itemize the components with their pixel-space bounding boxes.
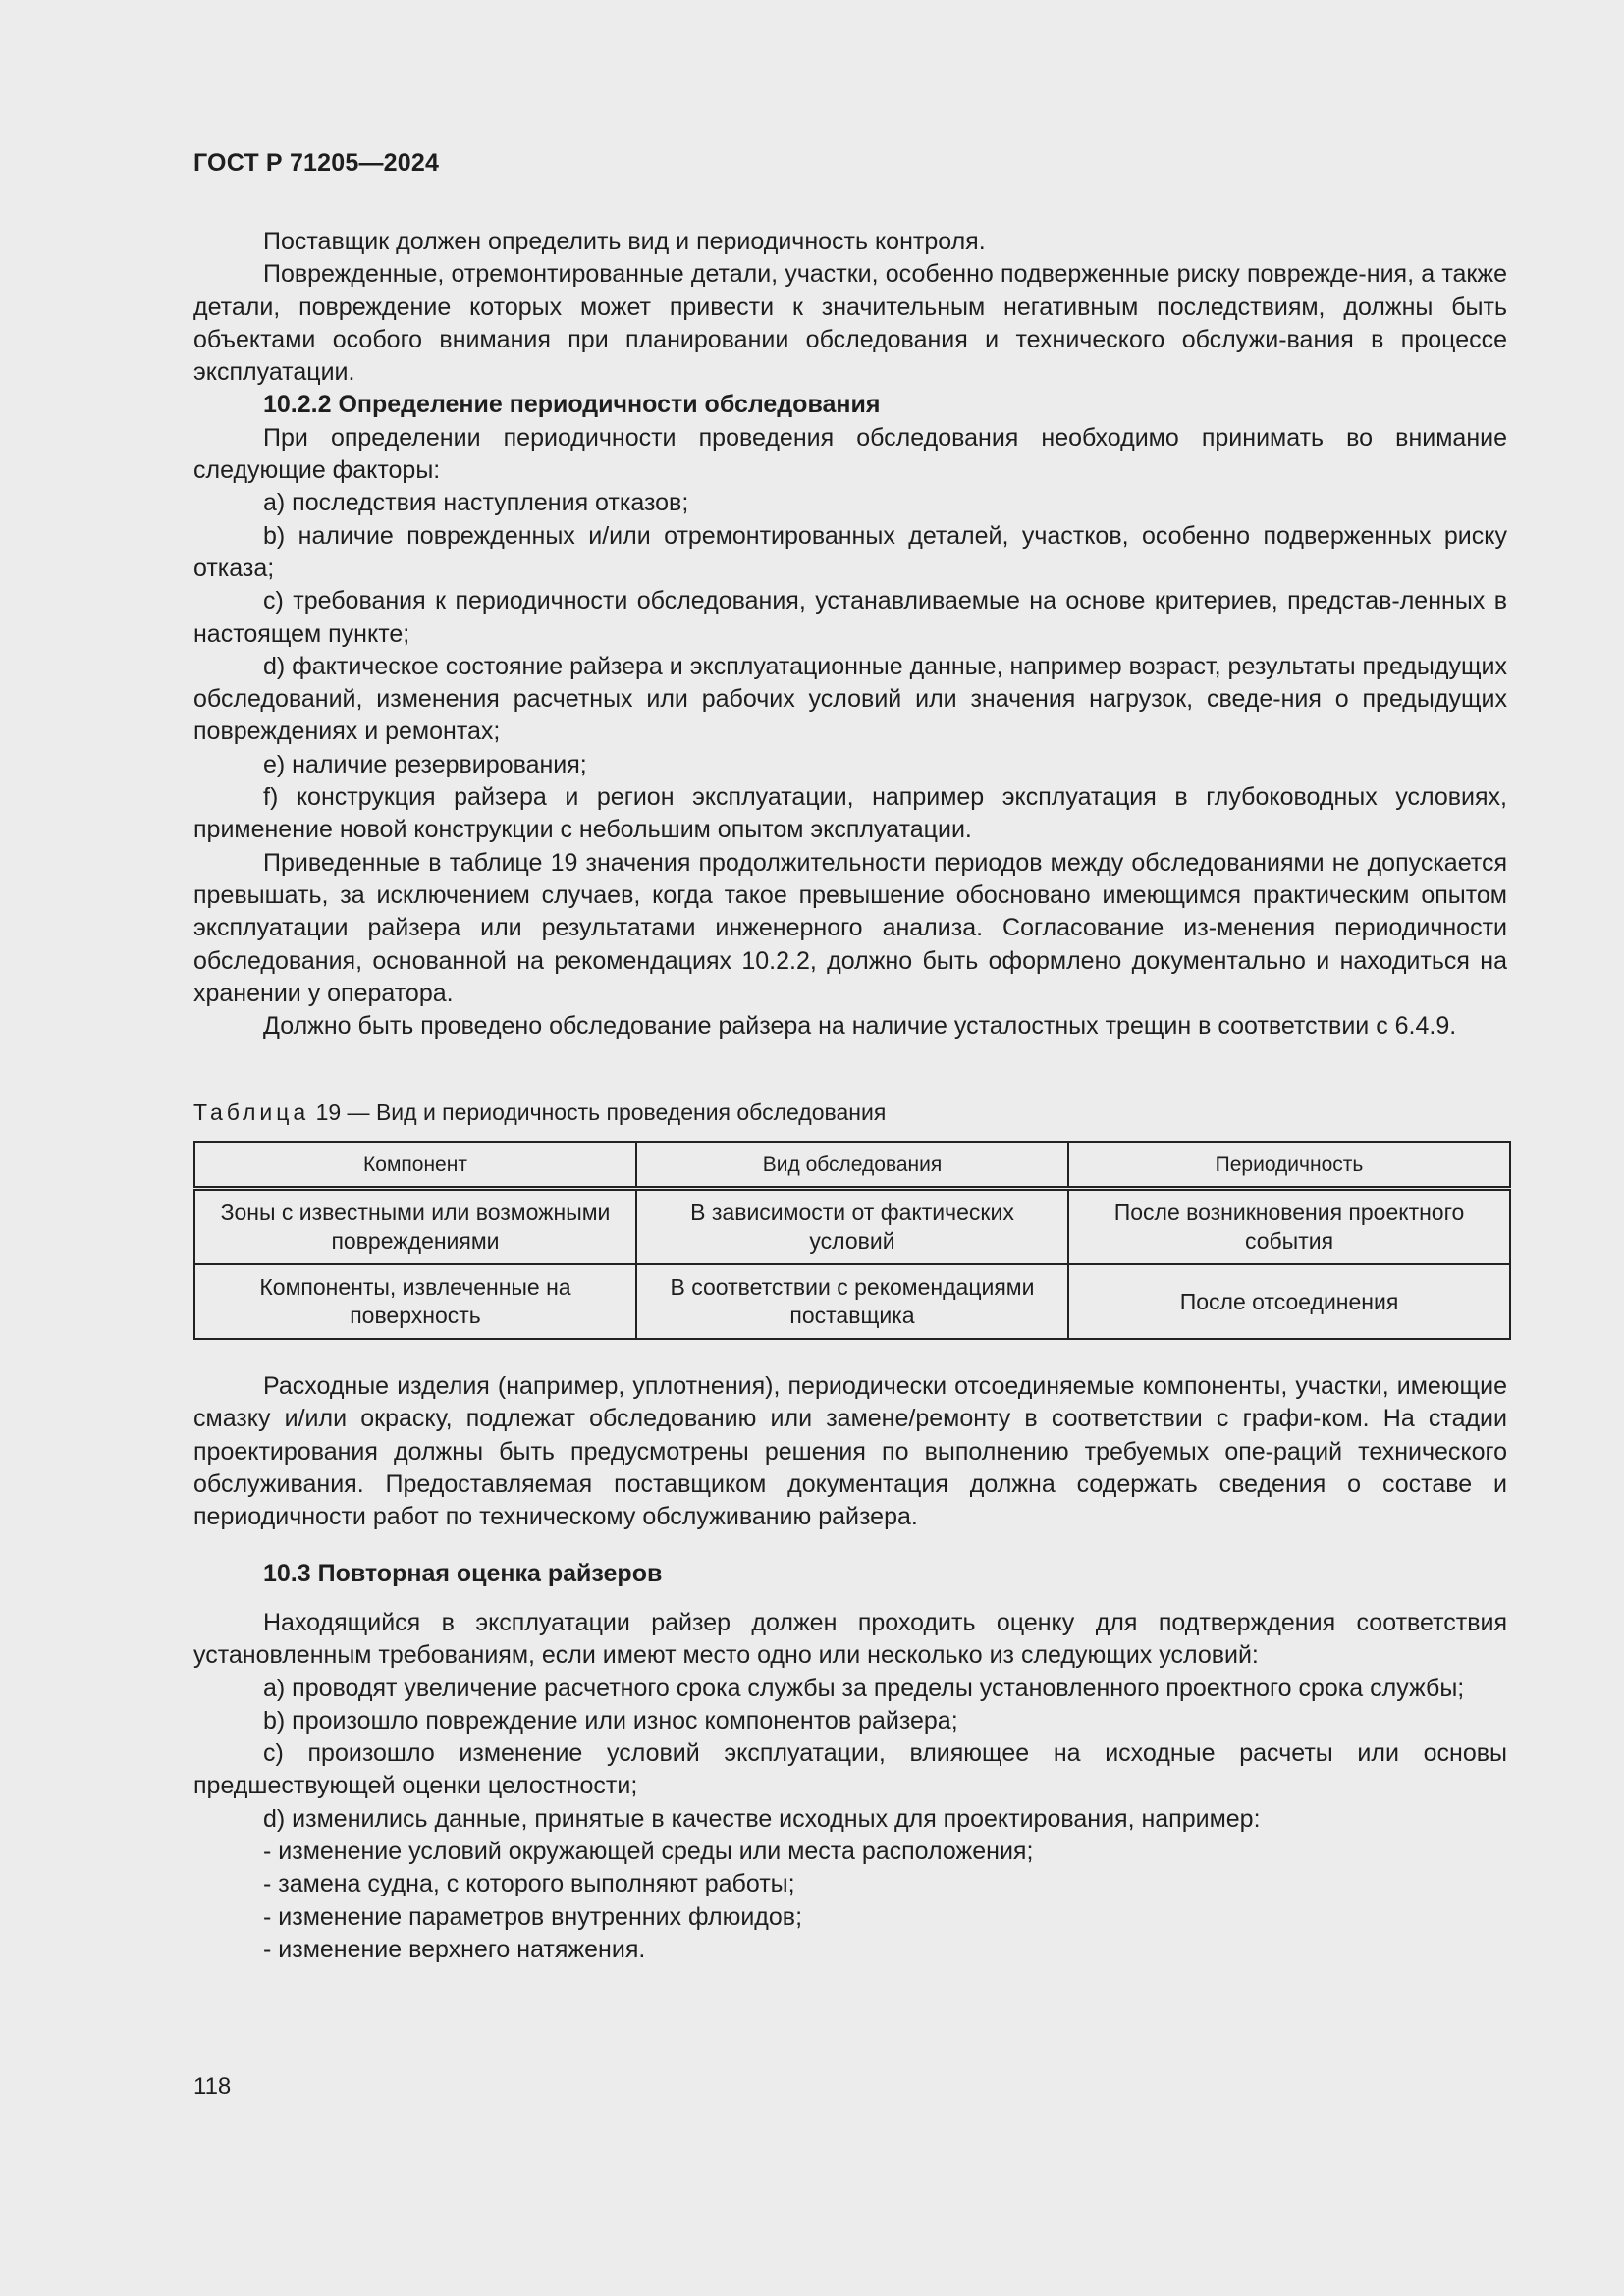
dash-list-item: - изменение верхнего натяжения. [263, 1935, 646, 1963]
column-header: Вид обследования [636, 1142, 1068, 1189]
table-cell: В соответствии с рекомендациями поставщика [636, 1264, 1068, 1339]
table-cell: В зависимости от фактических условий [636, 1189, 1068, 1265]
table-caption-text: 19 — Вид и периодичность проведения обследования [315, 1099, 887, 1125]
section-10-3-body [193, 1607, 1507, 1966]
table-cell: Зоны с известными или возможными повреждениями [194, 1189, 636, 1265]
list-item: d) фактическое состояние райзера и эксплуатационные данные, например возраст, результаты предыдущих обследований, изменения расчетных или рабочих условий или значения нагрузок, сведе-ния о предыдущих повреждениях и ремонтах; [193, 652, 1507, 746]
table-header-row [194, 1142, 1510, 1189]
table-caption-word: Таблица [193, 1099, 310, 1125]
paragraph: При определении периодичности проведения обследования необходимо принимать во внимание следующие факторы: [193, 423, 1507, 485]
list-item: a) последствия наступления отказов; [263, 489, 689, 517]
column-header: Компонент [194, 1142, 636, 1189]
table-row [194, 1264, 1510, 1339]
column-header: Периодичность [1068, 1142, 1510, 1189]
dash-list-item: - изменение условий окружающей среды или места расположения; [263, 1838, 1034, 1866]
list-item: c) требования к периодичности обследования, устанавливаемые на основе критериев, представ-ленных в настоящем пункте; [193, 587, 1507, 648]
dash-list-item: - изменение параметров внутренних флюидов; [263, 1902, 803, 1931]
list-item: a) проводят увеличение расчетного срока службы за пределы установленного проектного срока службы; [263, 1674, 1465, 1702]
list-item: b) произошло повреждение или износ компонентов райзера; [263, 1706, 958, 1735]
list-item: c) произошло изменение условий эксплуатации, влияющее на исходные расчеты или основы предшествующей оценки целостности; [193, 1739, 1507, 1800]
paragraph: Находящийся в эксплуатации райзер должен проходить оценку для подтверждения соответствия установленным требованиям, если имеют место одно или несколько из следующих условий: [193, 1609, 1507, 1670]
list-item: d) изменились данные, принятые в качестве исходных для проектирования, например: [263, 1804, 1261, 1833]
list-item: b) наличие поврежденных и/или отремонтированных деталей, участков, особенно подверженных риску отказа; [193, 521, 1507, 582]
paragraph: Поставщик должен определить вид и периодичность контроля. [263, 228, 986, 255]
table-cell: После возникновения проектного события [1068, 1189, 1510, 1265]
dash-list-item: - замена судна, с которого выполняют работы; [263, 1870, 795, 1898]
text-block-before-table [193, 226, 1507, 1042]
document-header: ГОСТ Р 71205—2024 [193, 149, 440, 177]
paragraph: Должно быть проведено обследование райзера на наличие усталостных трещин в соответствии с 6.4.9. [263, 1012, 1457, 1041]
list-item: f) конструкция райзера и регион эксплуатации, например эксплуатация в глубоководных условиях, применение новой конструкции с небольшим опытом эксплуатации. [193, 783, 1507, 844]
table-cell: После отсоединения [1068, 1264, 1510, 1339]
paragraph: Приведенные в таблице 19 значения продолжительности периодов между обследованиями не допускается превышать, за исключением случаев, когда такое превышение обосновано имеющимся практическим опытом эксплуатации райзера или результатами инженерного анализа. Согласование из-менения периодичности обследования, основанной на рекомендациях 10.2.2, должно быть оформлено документально и находиться на хранении у оператора. [193, 848, 1507, 1007]
list-item: e) наличие резервирования; [263, 750, 587, 778]
page-number: 118 [193, 2073, 232, 2100]
table-row [194, 1189, 1510, 1265]
section-10-3 [193, 1558, 1507, 1590]
section-heading-10-2-2: 10.2.2 Определение периодичности обследования [263, 391, 881, 419]
table-caption [193, 1097, 886, 1127]
table-cell: Компоненты, извлеченные на поверхность [194, 1264, 636, 1339]
inspection-table [193, 1141, 1511, 1340]
paragraph: Поврежденные, отремонтированные детали, участки, особенно подверженные риску поврежде-ния, а также детали, повреждение которых может привести к значительным негативным последствиям, должны быть объектами особого внимания при планировании обследования и технического обслужи-вания в процессе эксплуатации. [193, 260, 1507, 387]
section-heading-10-3: 10.3 Повторная оценка райзеров [263, 1560, 663, 1587]
text-block-after-table [193, 1370, 1507, 1533]
paragraph: Расходные изделия (например, уплотнения), периодически отсоединяемые компоненты, участки, имеющие смазку и/или окраску, подлежат обследованию или замене/ремонту в соответствии с графи-ком. На стадии проектирования должны быть предусмотрены решения по выполнению требуемых опе-раций технического обслуживания. Предоставляемая поставщиком документация должна содержать сведения о составе и периодичности работ по техническому обслуживанию райзера. [193, 1372, 1507, 1531]
